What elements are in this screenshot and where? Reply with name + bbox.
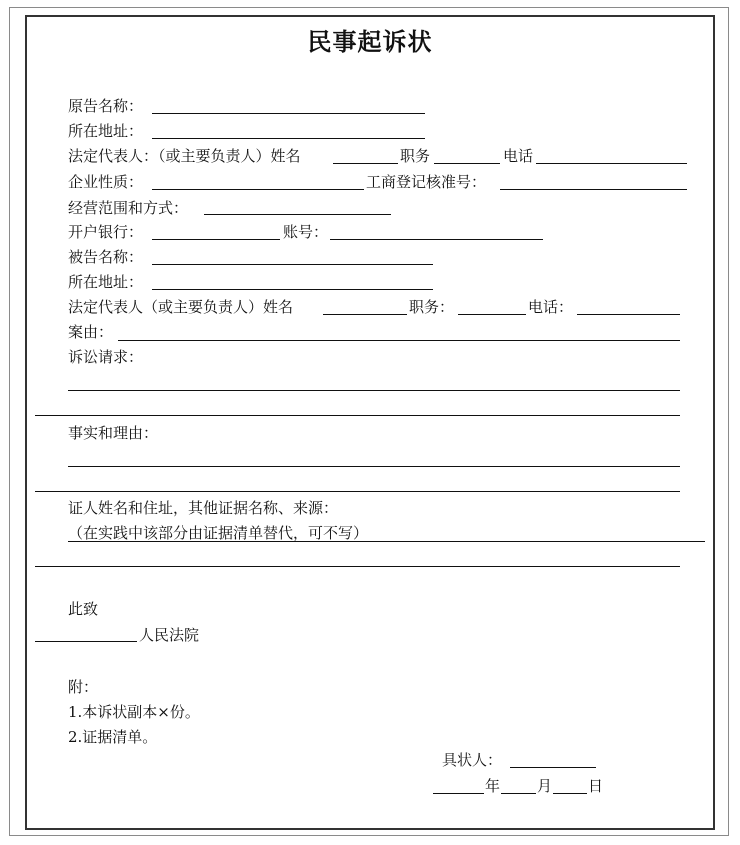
court-name-blank[interactable] (35, 641, 137, 642)
witnesses-line-2[interactable] (35, 566, 680, 567)
signer-label: 具状人： (442, 751, 503, 769)
plaintiff-address-blank[interactable] (152, 138, 425, 139)
claims-line-1[interactable] (68, 390, 680, 391)
year-blank[interactable] (433, 793, 484, 794)
witnesses-line-1[interactable] (68, 541, 705, 542)
facts-line-1[interactable] (68, 466, 680, 467)
business-scope-blank[interactable] (204, 214, 391, 215)
month-label: 月 (537, 777, 553, 795)
defendant-rep-phone-blank[interactable] (577, 314, 680, 315)
defendant-rep-phone-label: 电话： (528, 298, 574, 316)
defendant-address-blank[interactable] (152, 289, 433, 290)
cause-label: 案由： (68, 323, 114, 341)
plaintiff-rep-phone-blank[interactable] (536, 163, 687, 164)
claims-line-2[interactable] (35, 415, 680, 416)
day-label: 日 (588, 777, 604, 795)
plaintiff-name-label: 原告名称： (68, 97, 144, 115)
bank-blank[interactable] (152, 239, 280, 240)
witnesses-note: （在实践中该部分由证据清单替代，可不写） (68, 524, 369, 542)
claims-label: 诉讼请求： (68, 348, 144, 366)
defendant-rep-position-blank[interactable] (458, 314, 526, 315)
attachment-item: 1.本诉状副本×份。 (68, 703, 200, 721)
plaintiff-rep-position-label: 职务 (400, 147, 431, 165)
day-blank[interactable] (553, 793, 587, 794)
business-reg-blank[interactable] (500, 189, 687, 190)
account-blank[interactable] (330, 239, 543, 240)
plaintiff-rep-name-label: 法定代表人：（或主要负责人）姓名 (68, 147, 301, 165)
cause-blank[interactable] (118, 340, 680, 341)
month-blank[interactable] (501, 793, 536, 794)
account-label: 账号： (283, 223, 329, 241)
defendant-rep-name-blank[interactable] (323, 314, 407, 315)
witnesses-label: 证人姓名和住址，其他证据名称、来源： (68, 499, 339, 517)
defendant-address-label: 所在地址： (68, 273, 144, 291)
attachments-heading: 附： (68, 678, 99, 696)
document-title: 民事起诉状 (307, 28, 433, 56)
facts-label: 事实和理由： (68, 424, 159, 442)
plaintiff-rep-position-blank[interactable] (434, 163, 500, 164)
plaintiff-address-label: 所在地址： (68, 122, 144, 140)
plaintiff-rep-phone-label: 电话 (503, 147, 534, 165)
defendant-name-blank[interactable] (152, 264, 433, 265)
bank-label: 开户银行： (68, 223, 144, 241)
attachment-item: 2.证据清单。 (68, 728, 158, 746)
year-label: 年 (485, 777, 501, 795)
court-label: 人民法院 (139, 626, 200, 644)
defendant-rep-name-label: 法定代表人（或主要负责人）姓名 (68, 298, 294, 316)
defendant-name-label: 被告名称： (68, 248, 144, 266)
facts-line-2[interactable] (35, 491, 680, 492)
closing-to: 此致 (68, 600, 99, 618)
enterprise-type-label: 企业性质： (68, 173, 144, 191)
business-scope-label: 经营范围和方式： (68, 199, 189, 217)
signer-blank[interactable] (510, 767, 596, 768)
enterprise-type-blank[interactable] (152, 189, 364, 190)
plaintiff-rep-name-blank[interactable] (333, 163, 398, 164)
business-reg-label: 工商登记核准号： (366, 173, 487, 191)
plaintiff-name-blank[interactable] (152, 113, 425, 114)
defendant-rep-position-label: 职务： (409, 298, 455, 316)
